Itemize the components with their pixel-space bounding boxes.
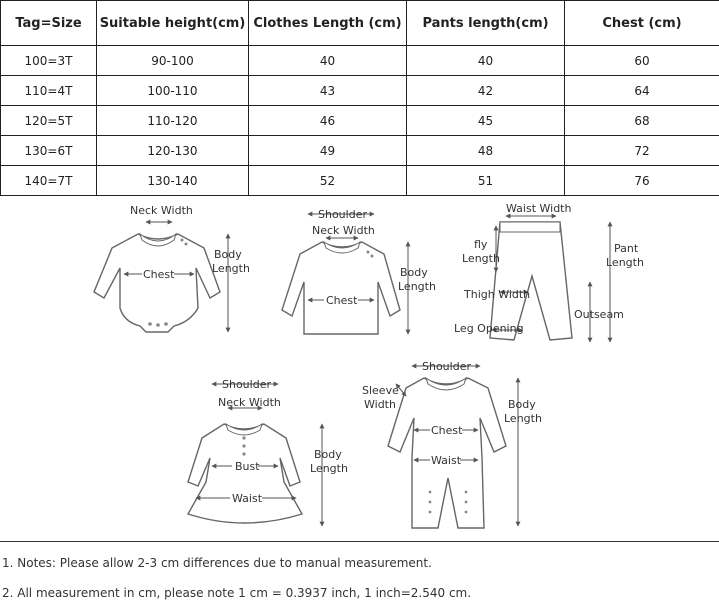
label-chest: Chest bbox=[326, 294, 358, 307]
cell-tag-size: 110=4T bbox=[1, 76, 97, 106]
label-bust: Bust bbox=[235, 460, 260, 473]
label-width: Width bbox=[364, 398, 396, 411]
label-pant-length: Length bbox=[606, 256, 644, 269]
dress-diagram bbox=[188, 378, 348, 526]
table-row bbox=[1, 166, 719, 196]
label-body: Body bbox=[214, 248, 242, 261]
table-row bbox=[1, 46, 719, 76]
cell-clothes-length: 46 bbox=[249, 106, 407, 136]
label-chest: Chest bbox=[143, 268, 175, 281]
label-length: Length bbox=[398, 280, 436, 293]
table-row bbox=[1, 106, 719, 136]
header-chest: Chest (cm) bbox=[565, 1, 719, 46]
label-body: Body bbox=[314, 448, 342, 461]
cell-tag-size: 100=3T bbox=[1, 46, 97, 76]
cell-clothes-length: 43 bbox=[249, 76, 407, 106]
label-sleeve: Sleeve bbox=[362, 384, 399, 397]
cell-pants-length: 45 bbox=[407, 106, 565, 136]
label-waist: Waist bbox=[431, 454, 462, 467]
header-tag-size: Tag=Size bbox=[1, 1, 97, 46]
note-2: 2. All measurement in cm, please note 1 cm = 0.3937 inch, 1 inch=2.540 cm. bbox=[2, 586, 472, 600]
label-leg-opening: Leg Opening bbox=[454, 322, 524, 335]
size-chart-table bbox=[0, 0, 719, 196]
cell-height: 120-130 bbox=[97, 136, 249, 166]
cell-height: 110-120 bbox=[97, 106, 249, 136]
label-neck-width: Neck Width bbox=[312, 224, 375, 237]
label-fly: fly bbox=[474, 238, 488, 251]
label-fly-length: Length bbox=[462, 252, 500, 265]
top-diagram bbox=[282, 208, 436, 334]
cell-chest: 60 bbox=[565, 46, 719, 76]
label-thigh-width: Thigh Width bbox=[464, 288, 531, 301]
notes-divider bbox=[0, 541, 719, 542]
measurement-diagrams bbox=[0, 196, 719, 540]
cell-pants-length: 48 bbox=[407, 136, 565, 166]
pants-diagram bbox=[454, 202, 644, 342]
header-clothes-length: Clothes Length (cm) bbox=[249, 1, 407, 46]
label-length: Length bbox=[212, 262, 250, 275]
header-pants-length: Pants length(cm) bbox=[407, 1, 565, 46]
cell-height: 100-110 bbox=[97, 76, 249, 106]
label-neck-width: Neck Width bbox=[130, 204, 193, 217]
label-waist: Waist bbox=[232, 492, 263, 505]
cell-chest: 68 bbox=[565, 106, 719, 136]
table-row bbox=[1, 76, 719, 106]
label-length: Length bbox=[504, 412, 542, 425]
romper-diagram bbox=[362, 360, 542, 528]
note-1: 1. Notes: Please allow 2-3 cm differences due to manual measurement. bbox=[2, 556, 432, 570]
label-shoulder: Shoulder bbox=[222, 378, 271, 391]
cell-chest: 72 bbox=[565, 136, 719, 166]
label-chest: Chest bbox=[431, 424, 463, 437]
label-body: Body bbox=[400, 266, 428, 279]
label-outseam: Outseam bbox=[574, 308, 624, 321]
label-shoulder: Shoulder bbox=[422, 360, 471, 373]
cell-chest: 76 bbox=[565, 166, 719, 196]
cell-clothes-length: 49 bbox=[249, 136, 407, 166]
label-body: Body bbox=[508, 398, 536, 411]
label-pant: Pant bbox=[614, 242, 639, 255]
cell-tag-size: 140=7T bbox=[1, 166, 97, 196]
cell-clothes-length: 52 bbox=[249, 166, 407, 196]
cell-tag-size: 120=5T bbox=[1, 106, 97, 136]
cell-chest: 64 bbox=[565, 76, 719, 106]
cell-tag-size: 130=6T bbox=[1, 136, 97, 166]
bodysuit-diagram bbox=[94, 204, 250, 332]
header-suitable-height: Suitable height(cm) bbox=[97, 1, 249, 46]
label-waist-width: Waist Width bbox=[506, 202, 572, 215]
cell-height: 90-100 bbox=[97, 46, 249, 76]
label-neck-width: Neck Width bbox=[218, 396, 281, 409]
cell-clothes-length: 40 bbox=[249, 46, 407, 76]
cell-pants-length: 42 bbox=[407, 76, 565, 106]
table-row bbox=[1, 136, 719, 166]
cell-pants-length: 40 bbox=[407, 46, 565, 76]
table-header-row bbox=[1, 1, 719, 46]
label-length: Length bbox=[310, 462, 348, 475]
cell-pants-length: 51 bbox=[407, 166, 565, 196]
label-shoulder: Shoulder bbox=[318, 208, 367, 221]
cell-height: 130-140 bbox=[97, 166, 249, 196]
